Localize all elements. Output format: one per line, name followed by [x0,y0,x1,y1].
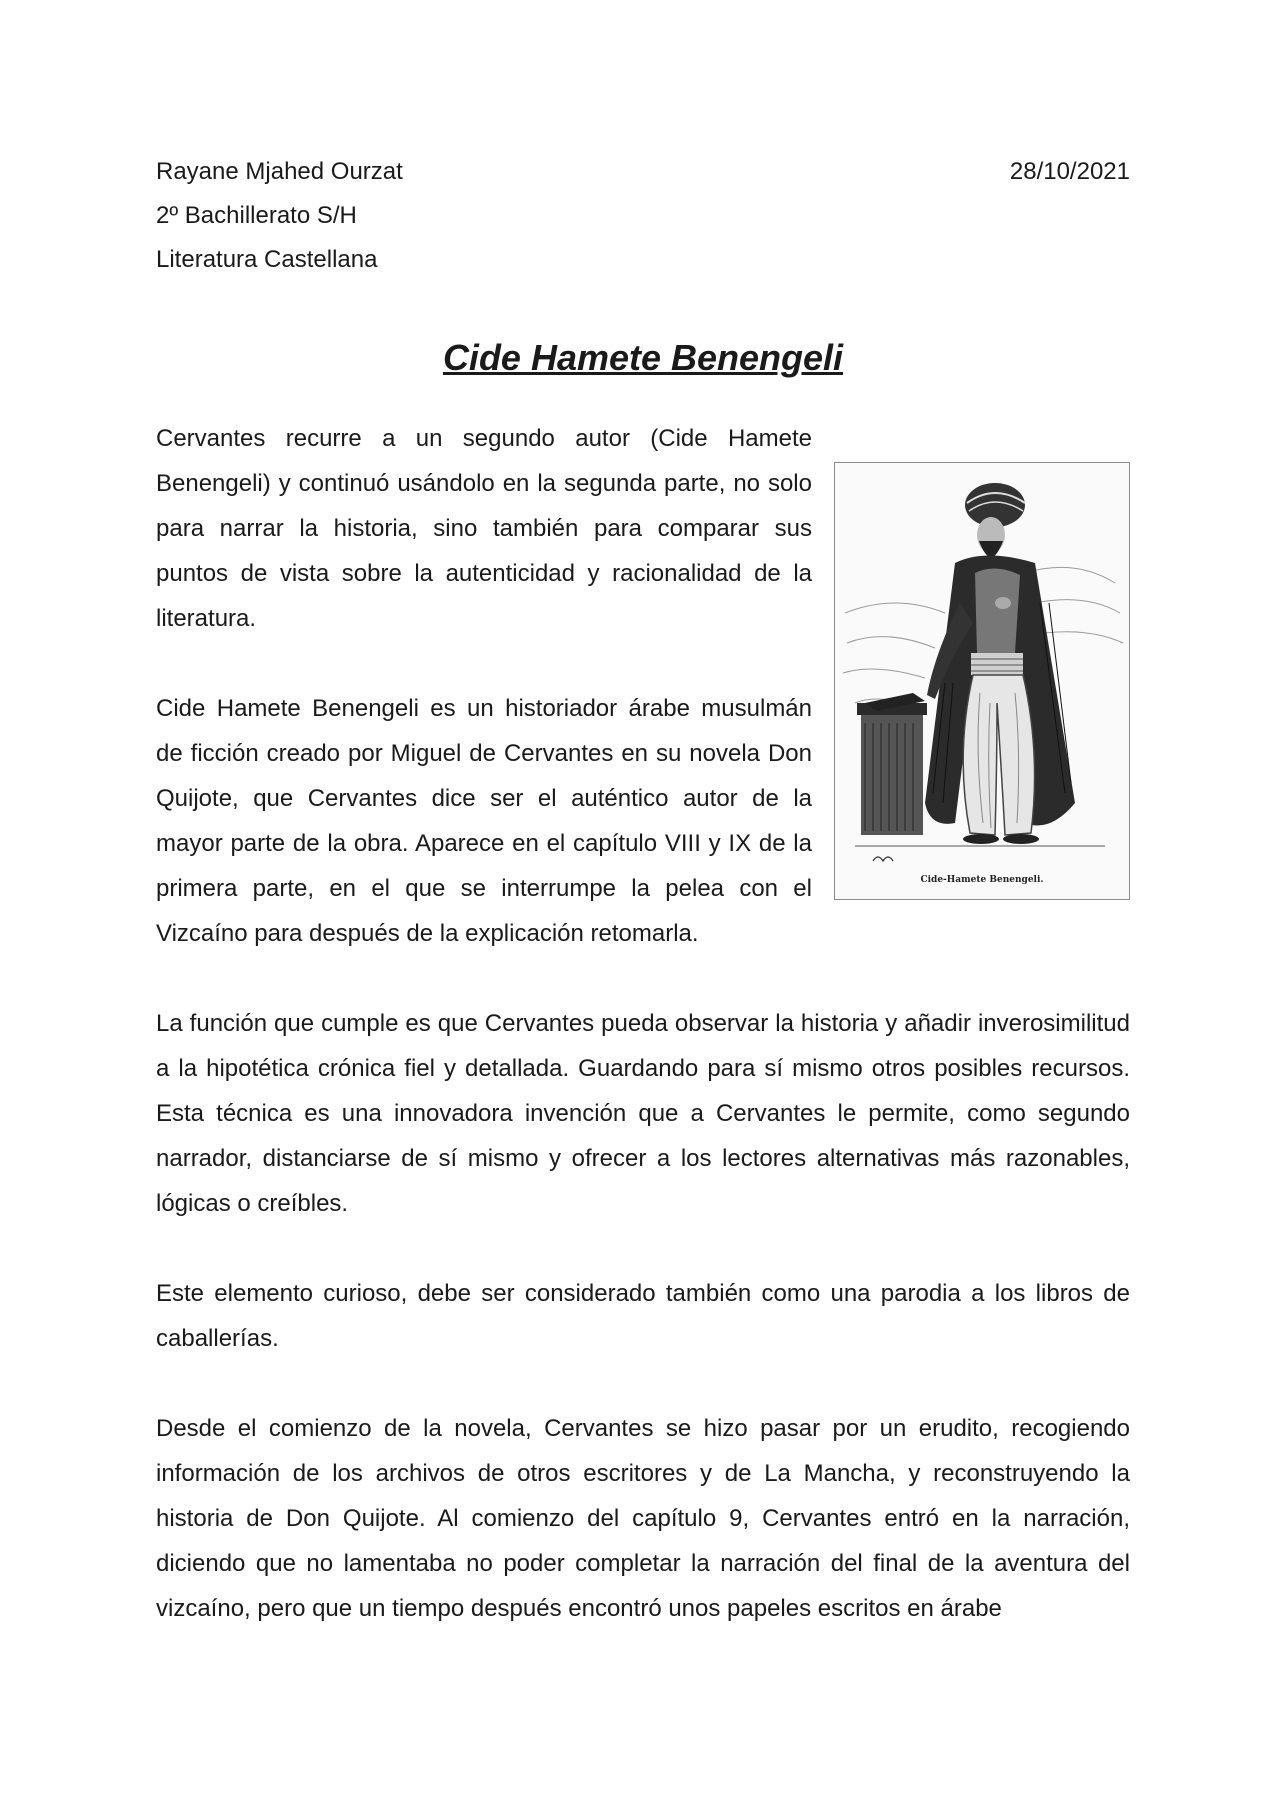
portrait-figure [834,462,1130,900]
document-date: 28/10/2021 [1009,158,1130,185]
document-page [156,150,1130,1676]
paragraph-3: La función que cumple es que Cervantes pueda observar la historia y añadir inverosimilitud a la hipotética crónica fiel y detallada. Guardando para sí mismo otros posibles recursos. Esta técnica es una innovadora invención que a Cervantes le permite, como segundo narrador, distanciarse de sí mismo y ofrecer a los lectores alternativas más razonables, lógicas o creíbles. [156,1010,1130,1217]
paragraph-1: Cervantes recurre a un segundo autor (Cide Hamete Benengeli) y continuó usándolo en la segunda parte, no solo para narrar la historia, sino también para comparar sus puntos de vista sobre la autenticidad y racionalidad de la literatura. [156,425,812,632]
engraving-illustration [835,463,1129,899]
course-line: 2º Bachillerato S/H [156,202,357,229]
paragraph-2: Cide Hamete Benengeli es un historiador árabe musulmán de ficción creado por Miguel de Cervantes en su novela Don Quijote, que Cervantes dice ser el auténtico autor de la mayor parte de la obra. Aparece en el capítulo VIII y IX de la primera parte, en el que se interrumpe la pelea con el Vizcaíno para después de la explicación retomarla. [156,695,812,947]
header-row [156,150,1130,194]
paragraph-5: Desde el comienzo de la novela, Cervantes se hizo pasar por un erudito, recogiendo información de los archivos de otros escritores y de La Mancha, y reconstruyendo la historia de Don Quijote. Al comienzo del capítulo 9, Cervantes entró en la narración, diciendo que no lamentaba no poder completar la narración del final de la aventura del vizcaíno, pero que un tiempo después encontró unos papeles escritos en árabe [156,1415,1130,1622]
subject-line: Literatura Castellana [156,246,378,273]
paragraph-4: Este elemento curioso, debe ser considerado también como una parodia a los libros de caballerías. [156,1280,1130,1352]
figure-caption: Cide-Hamete Benengeli. [920,875,1044,885]
pedestal [857,693,927,835]
author-name: Rayane Mjahed Ourzat [156,158,403,185]
document-title: Cide Hamete Benengeli [442,337,844,378]
